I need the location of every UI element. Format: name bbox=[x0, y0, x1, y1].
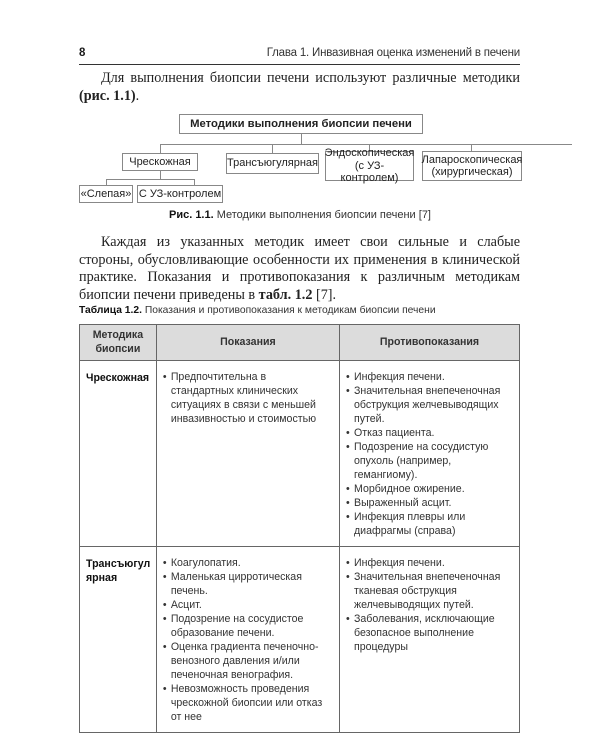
list-item: • Инфекция печени. bbox=[346, 556, 515, 570]
list-item: • Морбидное ожирение. bbox=[346, 482, 515, 496]
methods-diagram bbox=[0, 0, 600, 230]
chapter-title: Глава 1. Инвазивная оценка изменений в печени bbox=[266, 47, 520, 59]
method-cell: Чрескожная bbox=[80, 361, 157, 547]
method-box-endoscopic: Эндоскопическая (с УЗ-контролем) bbox=[324, 147, 415, 185]
figure-caption: Рис. 1.1. Методики выполнения биопсии печени [7] bbox=[168, 209, 431, 221]
sub-method-box-ultrasound: С УЗ-контролем bbox=[137, 185, 223, 203]
list-item: • Подозрение на сосудистое образование печени. bbox=[163, 612, 335, 640]
table-reference: табл. 1.2 bbox=[258, 286, 313, 303]
intro-text: Для выполнения биопсии печени используют различные методики bbox=[101, 70, 520, 86]
list-item: • Заболевания, исключающие безопасное выполнение процедуры bbox=[346, 612, 515, 654]
table-row bbox=[80, 361, 520, 547]
table-caption: Таблица 1.2. Показания и противопоказания к методикам биопсии печени bbox=[79, 305, 436, 316]
list-item: • Невозможность проведения чрескожной биопсии или отказ от нее bbox=[163, 682, 335, 724]
list-item: • Оценка градиента печеночно-венозного давления и/или печеночная венография. bbox=[163, 640, 335, 682]
method-cell: Трансъюгулярная bbox=[80, 547, 157, 733]
contraindications-cell bbox=[340, 361, 520, 547]
list-item: • Инфекция печени. bbox=[346, 370, 515, 384]
column-header-method: Методика биопсии bbox=[80, 325, 157, 361]
method-box-percutaneous: Чрескожная bbox=[122, 153, 198, 171]
page-number: 8 bbox=[79, 47, 86, 59]
list-item: • Значительная внепеченочная обструкция желчевыводящих путей. bbox=[346, 384, 515, 426]
list-item: • Значительная внепеченочная тканевая обструкция желчевыводящих путей. bbox=[346, 570, 515, 612]
connector-line bbox=[160, 144, 161, 153]
list-item: • Подозрение на сосудистую опухоль (например, гемангиому). bbox=[346, 440, 515, 482]
list-item: • Асцит. bbox=[163, 598, 335, 612]
list-item: • Выраженный асцит. bbox=[346, 496, 515, 510]
intro-paragraph: Для выполнения биопсии печени используют различные методики (рис. 1.1). bbox=[79, 70, 520, 104]
connector-line bbox=[272, 144, 273, 153]
connector-line bbox=[160, 144, 572, 145]
table-header-row bbox=[80, 325, 520, 361]
table-row bbox=[80, 547, 520, 733]
column-header-contraindications: Противопоказания bbox=[340, 325, 520, 361]
second-paragraph: Каждая из указанных методик имеет свои сильные и слабые стороны, обусловливающие особенности их применения в клинической практике. Показания и противопоказания к различным методикам биопсии печени приведены в табл. 1.2 [7]. bbox=[79, 234, 520, 303]
connector-line bbox=[160, 171, 161, 179]
method-box-transjugular: Трансъюгулярная bbox=[226, 153, 319, 174]
list-item: • Коагулопатия. bbox=[163, 556, 335, 570]
list-item: • Отказ пациента. bbox=[346, 426, 515, 440]
contraindications-cell bbox=[340, 547, 520, 733]
indications-cell bbox=[156, 547, 339, 733]
column-header-indications: Показания bbox=[156, 325, 339, 361]
connector-line bbox=[106, 179, 194, 180]
figure-reference: (рис. 1.1) bbox=[79, 87, 136, 104]
list-item: • Инфекция плевры или диафрагмы (справа) bbox=[346, 510, 515, 538]
indications-table bbox=[79, 324, 520, 733]
list-item: • Предпочтительна в стандартных клинических ситуациях в связи с меньшей инвазивностью и стоимостью bbox=[163, 370, 325, 426]
indications-cell bbox=[156, 361, 339, 547]
method-box-laparoscopic: Лапароскопическая (хирургическая) bbox=[422, 151, 522, 181]
diagram-root-box: Методики выполнения биопсии печени bbox=[179, 114, 423, 134]
list-item: • Маленькая цирротическая печень. bbox=[163, 570, 335, 598]
sub-method-box-blind: «Слепая» bbox=[79, 185, 133, 203]
connector-line bbox=[301, 134, 302, 144]
